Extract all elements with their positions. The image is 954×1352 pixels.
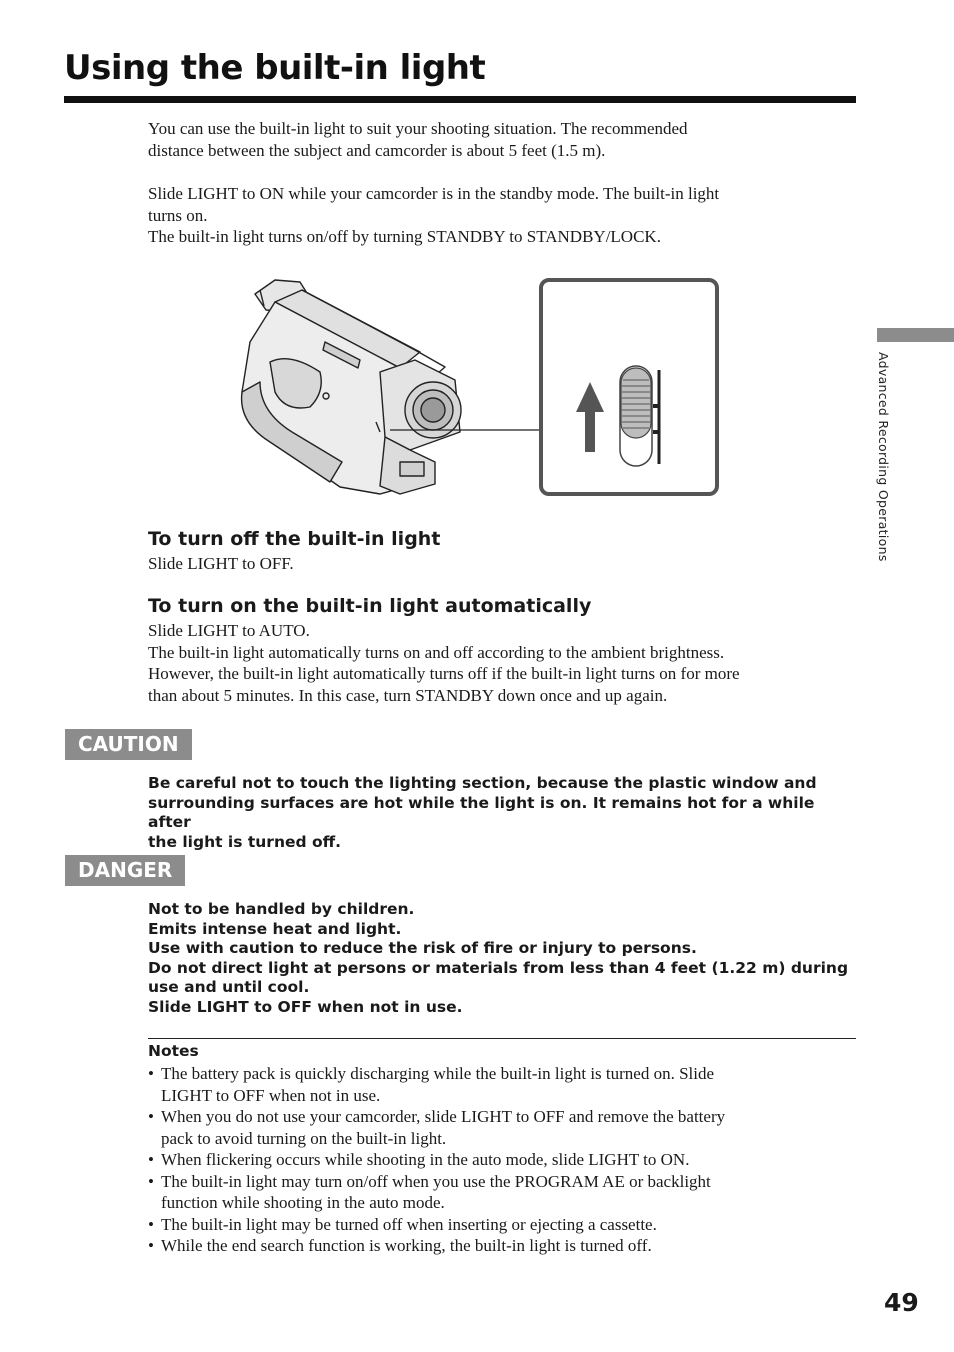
danger-label: DANGER (65, 855, 185, 886)
notes-divider (148, 1038, 856, 1039)
note-line: LIGHT to OFF when not in use. (161, 1085, 381, 1105)
title-rule (64, 96, 856, 103)
section-side-label: Advanced Recording Operations (876, 352, 891, 562)
danger-line: Not to be handled by children. (148, 900, 415, 918)
danger-line: Do not direct light at persons or materials from less than 4 feet (1.22 m) during (148, 958, 849, 977)
auto-line: Slide LIGHT to AUTO. (148, 621, 310, 640)
turn-on-auto-heading: To turn on the built-in light automatically (148, 595, 592, 617)
note-item (148, 1063, 853, 1106)
note-line: • While the end search function is working, the built-in light is turned off. (161, 1236, 652, 1255)
caution-text (148, 774, 853, 852)
note-item (148, 1171, 853, 1214)
notes-heading: Notes (148, 1042, 199, 1060)
note-line: • The built-in light may turn on/off when you use the PROGRAM AE or backlight (161, 1171, 711, 1191)
danger-line: Emits intense heat and light. (148, 919, 402, 938)
note-line: function while shooting in the auto mode. (161, 1193, 445, 1212)
note-item (148, 1106, 853, 1149)
intro-line: You can use the built-in light to suit your shooting situation. The recommended (148, 119, 688, 138)
caution-label: CAUTION (65, 729, 192, 760)
danger-line: Slide LIGHT to OFF when not in use. (148, 997, 463, 1016)
caution-line: the light is turned off. (148, 832, 342, 851)
turn-off-body (148, 553, 853, 575)
standby-line: Slide LIGHT to ON while your camcorder is in the standby mode. The built-in light (148, 184, 720, 203)
standby-line: turns on. (148, 205, 208, 225)
page-title: Using the built-in light (64, 48, 486, 88)
standby-line: The built-in light turns on/off by turning STANDBY to STANDBY/LOCK. (148, 227, 661, 246)
auto-line: The built-in light automatically turns on and off according to the ambient brightness. (148, 642, 725, 662)
note-item (148, 1214, 853, 1236)
danger-line: Use with caution to reduce the risk of fire or injury to persons. (148, 939, 697, 957)
turn-off-line: Slide LIGHT to OFF. (148, 554, 294, 573)
turn-on-auto-body (148, 620, 853, 706)
caution-line: Be careful not to touch the lighting section, because the plastic window and (148, 774, 817, 792)
page-number: 49 (884, 1288, 919, 1317)
note-line: • The battery pack is quickly discharging while the built-in light is turned on. Slide (161, 1064, 715, 1083)
note-line: pack to avoid turning on the built-in light. (161, 1128, 447, 1148)
note-item (148, 1235, 853, 1257)
danger-text (148, 900, 853, 1017)
note-line: • The built-in light may be turned off when inserting or ejecting a cassette. (161, 1214, 657, 1234)
auto-line: than about 5 minutes. In this case, turn STANDBY down once and up again. (148, 685, 668, 705)
note-line: • When you do not use your camcorder, slide LIGHT to OFF and remove the battery (161, 1107, 726, 1126)
intro-paragraph (148, 118, 853, 161)
section-tab-marker (877, 328, 954, 342)
danger-line: use and until cool. (148, 978, 310, 996)
note-line: • When flickering occurs while shooting in the auto mode, slide LIGHT to ON. (161, 1150, 690, 1169)
turn-off-heading: To turn off the built-in light (148, 528, 441, 550)
caution-line: surrounding surfaces are hot while the light is on. It remains hot for a while after (148, 793, 815, 831)
camcorder-illustration (230, 272, 730, 504)
note-item (148, 1149, 853, 1171)
standby-paragraph (148, 183, 853, 248)
intro-line: distance between the subject and camcorder is about 5 feet (1.5 m). (148, 140, 606, 160)
notes-list (148, 1063, 853, 1257)
auto-line: However, the built-in light automatically turns off if the built-in light turns on for more (148, 664, 740, 683)
